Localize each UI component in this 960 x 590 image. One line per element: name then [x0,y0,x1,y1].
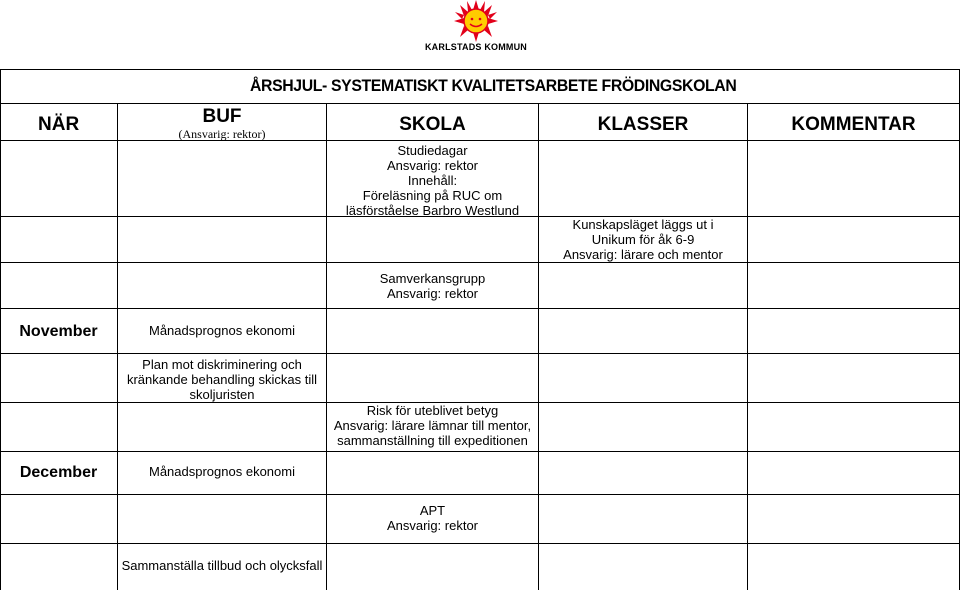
kunskapslaget-cell [539,217,747,262]
apt-line: APT [419,503,446,518]
column-divider [117,104,118,590]
kunskapslaget-line: Kunskapsläget läggs ut i [572,217,714,232]
month-november: November [19,323,98,340]
samverkansgrupp-line: Samverkansgrupp [379,271,486,286]
karlstads-kommun-logo [416,0,536,56]
header-buf: BUF [202,106,242,127]
plan-cell [118,357,326,402]
studiedagar-cell [327,143,538,218]
studiedagar-line: Innehåll: [407,173,458,188]
risk-line: sammanställning till expeditionen [337,433,528,448]
row-divider [0,262,960,263]
studiedagar-line: Föreläsning på RUC om [362,188,503,203]
apt-cell [327,503,538,533]
manadsprognos-december: Månadsprognos ekonomi [149,464,295,479]
studiedagar-line: läsförståelse Barbro Westlund [345,203,520,218]
samverkansgrupp-cell [327,271,538,301]
logo-text: KARLSTADS KOMMUN [424,42,528,52]
risk-cell [327,403,538,448]
row-divider [0,494,960,495]
manadsprognos-november: Månadsprognos ekonomi [149,323,295,338]
row-divider [0,451,960,452]
studiedagar-line: Studiedagar [397,143,468,158]
header-nar: NÄR [38,114,80,135]
column-divider [747,104,748,590]
table-border-top [0,69,960,70]
row-divider [0,353,960,354]
sun-icon [454,0,498,42]
month-december: December [19,464,98,481]
kunskapslaget-line: Unikum för åk 6-9 [591,232,695,247]
risk-line: Ansvarig: lärare lämnar till mentor, [333,418,532,433]
row-divider [0,308,960,309]
row-divider [0,103,960,104]
risk-line: Risk för uteblivet betyg [366,403,499,418]
column-divider [538,104,539,590]
document-title: ÅRSHJUL- SYSTEMATISKT KVALITETSARBETE FRÖDINGSKOLAN [250,76,737,95]
samverkansgrupp-line: Ansvarig: rektor [386,286,479,301]
plan-line: Plan mot diskriminering och [142,357,302,372]
header-buf-subtitle: (Ansvarig: rektor) [178,127,266,141]
kunskapslaget-line: Ansvarig: lärare och mentor [563,247,723,262]
row-divider [0,543,960,544]
plan-line: skoljuristen [189,387,255,402]
studiedagar-line: Ansvarig: rektor [386,158,479,173]
tillbud-cell: Sammanställa tillbud och olycksfall [121,558,323,573]
header-klasser: KLASSER [597,114,689,135]
header-kommentar: KOMMENTAR [791,114,916,135]
header-skola: SKOLA [399,114,466,135]
plan-line: kränkande behandling skickas till [126,372,318,387]
apt-line: Ansvarig: rektor [386,518,479,533]
